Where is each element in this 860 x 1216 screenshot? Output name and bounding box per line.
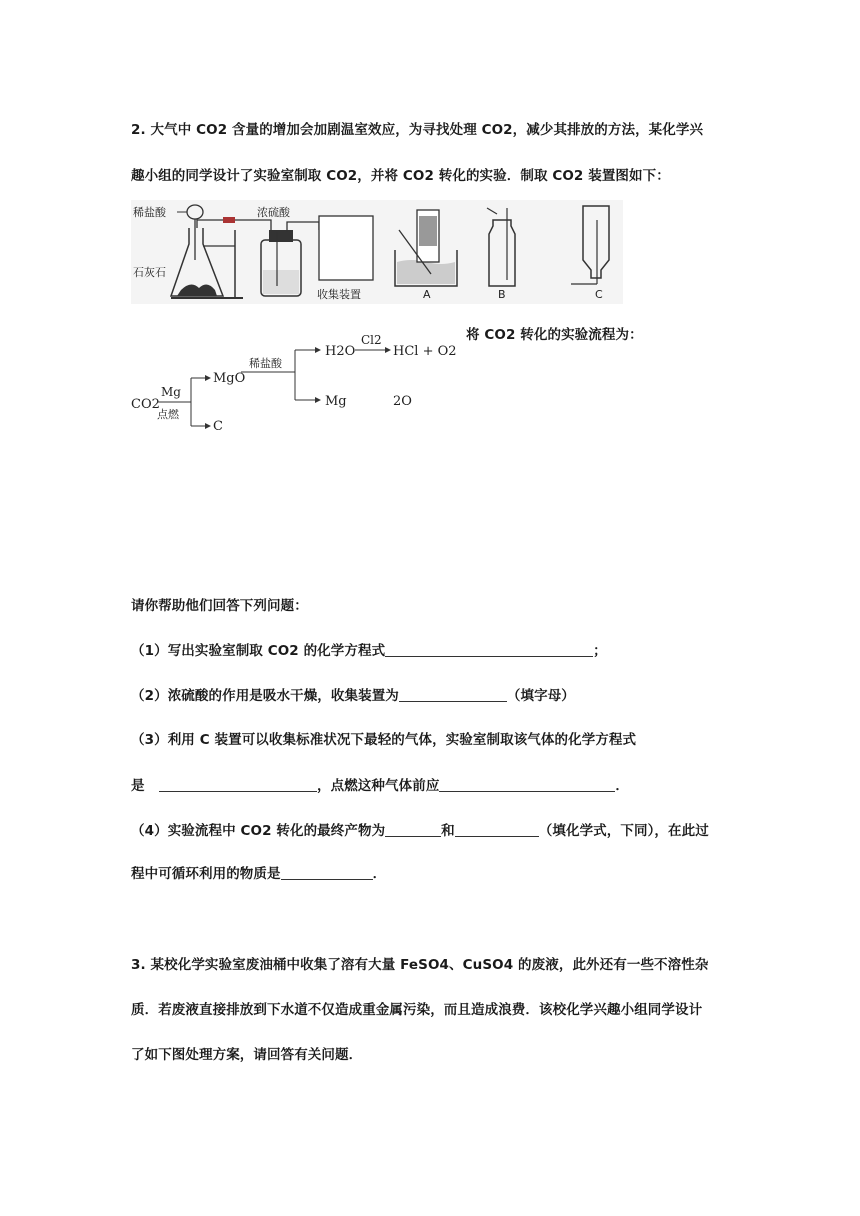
flow-ignite: 点燃	[157, 408, 179, 421]
flow-h2o: H2O	[325, 344, 356, 359]
q2-part-4	[131, 819, 709, 839]
q2-part-4-and: 和	[441, 823, 455, 839]
q2-text-line-2: 趣小组的同学设计了实验室制取 CO2，并将 CO2 转化的实验．制取 CO2 装置图如下：	[131, 168, 670, 184]
flow-dilute-hcl: 稀盐酸	[249, 357, 282, 370]
answer-blank-1[interactable]	[385, 642, 593, 657]
label-b: B	[498, 288, 506, 301]
co2-apparatus-figure	[131, 200, 623, 304]
answer-blank-3[interactable]	[159, 777, 317, 792]
label-collector: 收集装置	[317, 288, 361, 301]
answer-blank-7[interactable]	[281, 865, 373, 880]
flow-mg: Mg	[161, 385, 181, 399]
flow-products: HCl + O2	[393, 344, 457, 359]
flow-co2: CO2	[131, 397, 160, 412]
answer-blank-6[interactable]	[455, 822, 539, 837]
q3-text-line-2: 质．若废液直接排放到下水道不仅造成重金属污染，而且造成浪费．该校化学兴趣小组同学设计	[131, 1002, 703, 1018]
q2-part-2-text: （2）浓硫酸的作用是吸水干燥，收集装置为	[131, 688, 399, 704]
flow-o2-fragment: 2O	[393, 394, 412, 409]
q2-part-4-text: （4）实验流程中 CO2 转化的最终产物为	[131, 823, 386, 839]
answer-blank-4[interactable]	[439, 777, 615, 792]
q2-part-1	[131, 639, 607, 659]
label-conc-h2so4: 浓硫酸	[257, 206, 290, 219]
flow-c: C	[213, 419, 223, 434]
flow-intro-text: 将 CO2 转化的实验流程为：	[466, 327, 643, 343]
answer-blank-2[interactable]	[399, 687, 507, 702]
q2-part-4b-end: ．	[372, 866, 387, 882]
q2-part-3b	[131, 774, 629, 794]
q2-part-1-text: （1）写出实验室制取 CO2 的化学方程式	[131, 643, 386, 659]
label-limestone: 石灰石	[133, 266, 166, 279]
q2-part-4-end: （填化学式，下同），在此过	[538, 823, 709, 839]
q2-part-3b-text: 是	[131, 778, 145, 794]
q2-part-2	[131, 684, 575, 704]
q2-part-3b-mid: ，点燃这种气体前应	[317, 778, 440, 794]
q2-part-3: （3）利用 C 装置可以收集标准状况下最轻的气体，实验室制取该气体的化学方程式	[131, 732, 637, 748]
label-dilute-hcl: 稀盐酸	[133, 206, 166, 219]
q2-part-4b-text: 程中可循环利用的物质是	[131, 866, 281, 882]
q2-part-3b-end: ．	[615, 778, 630, 794]
q2-part-1-end: ；	[593, 643, 607, 659]
collector-box	[319, 216, 373, 280]
q3-text-line-3: 了如下图处理方案，请回答有关问题．	[131, 1047, 363, 1063]
flow-mg2: Mg	[325, 394, 347, 409]
co2-conversion-flow-diagram	[131, 330, 461, 440]
flow-mgo: MgO	[213, 371, 246, 386]
rubber-connector	[223, 217, 235, 223]
flow-cl2: Cl2	[361, 333, 382, 347]
label-c: C	[595, 288, 603, 301]
q2-text-line-1: 2. 大气中 CO2 含量的增加会加剧温室效应，为寻找处理 CO2，减少其排放的方法，某化学兴	[131, 122, 704, 138]
q2-part-2-end: （填字母）	[506, 688, 575, 704]
q2-part-4b	[131, 862, 386, 882]
q2-prompt: 请你帮助他们回答下列问题：	[131, 598, 308, 614]
answer-blank-5[interactable]	[385, 822, 441, 837]
q3-text-line-1: 3. 某校化学实验室废油桶中收集了溶有大量 FeSO4、CuSO4 的废液，此外还有一些不溶性杂	[131, 957, 709, 973]
label-a: A	[423, 288, 431, 301]
